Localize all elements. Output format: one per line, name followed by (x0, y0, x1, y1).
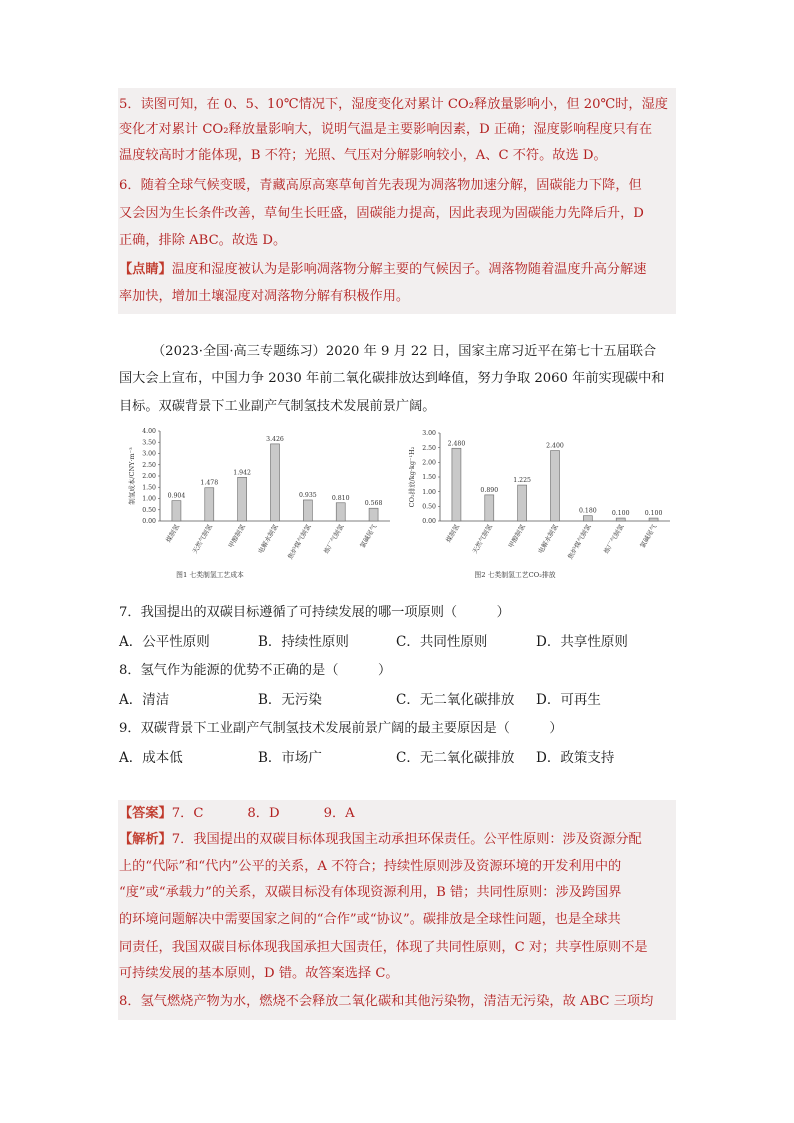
answer-8: 8．D (247, 806, 280, 821)
question-8: 8．氢气作为能源的优势不正确的是（ ） (119, 663, 392, 678)
x-tick-label: 焦炉煤气制氢 (286, 523, 313, 561)
chart-title: 图2 七类制氢工艺CO₂排放 (474, 571, 556, 579)
q8-option-a: A．清洁 (119, 692, 170, 708)
data-label: 0.100 (644, 510, 663, 518)
x-tick-label: 甲醇制氢 (506, 523, 527, 550)
q7-option-a: A．公平性原则 (119, 634, 210, 650)
q9-option-a: A．成本低 (119, 750, 183, 766)
q8-option-b: B．无污染 (258, 692, 322, 708)
dianjing-line (119, 260, 647, 280)
data-label: 2.400 (546, 442, 564, 450)
bar (336, 503, 345, 521)
analysis-line: 可持续发展的基本原则，D 错。故答案选择 C。 (119, 966, 399, 981)
x-tick-label: 电解水制氢 (256, 523, 280, 556)
y-tick-label: 0.50 (422, 503, 436, 511)
y-tick-label: 0.00 (422, 518, 436, 526)
answer-7: 7．C (171, 806, 204, 821)
x-tick-label: 炼厂气制氢 (602, 523, 626, 556)
x-tick-label: 天然气制氢 (190, 523, 215, 556)
y-tick-label: 1.50 (142, 484, 156, 492)
data-label: 1.225 (513, 477, 532, 485)
explain-line: 又会因为生长条件改善，草甸生长旺盛，固碳能力提高，因此表现为固碳能力先降后升，D (119, 206, 644, 221)
analysis-line: 同责任，我国双碳目标体现我国承担大国责任，体现了共同性原则，C 对；共享性原则不是 (119, 940, 648, 955)
y-tick-label: 0.50 (142, 506, 156, 514)
data-label: 3.426 (266, 435, 284, 443)
bar (452, 448, 461, 521)
bar (551, 451, 560, 521)
answer-line (119, 804, 355, 824)
q9-option-b: B．市场广 (258, 750, 322, 766)
bar (518, 485, 527, 521)
q7-option-d: D．共享性原则 (536, 634, 628, 650)
x-tick-label: 焦炉煤气制氢 (566, 523, 593, 561)
bar (238, 477, 247, 521)
q7-option-c: C．共同性原则 (396, 634, 488, 650)
chart-figure-2 (405, 423, 675, 583)
explain-line: 5．读图可知，在 0、5、10℃情况下，湿度变化对累计 CO₂释放量影响小，但 20℃时，湿度 (119, 97, 668, 112)
chart-figure-1 (125, 423, 395, 583)
q8-option-d: D．可再生 (536, 692, 601, 708)
dianjing-label: 【点睛】 (119, 262, 172, 277)
intro-line: 目标。双碳背景下工业副产气制氢技术发展前景广阔。 (119, 399, 436, 414)
x-tick-label: 天然气制氢 (470, 523, 495, 556)
bar (649, 518, 658, 521)
bar (172, 501, 181, 521)
x-tick-label: 电解水制氢 (536, 523, 560, 556)
explain-line: 变化才对累计 CO₂释放量影响大，说明气温是主要影响因素，D 正确；湿度影响程度只有在 (119, 122, 653, 137)
y-axis-label: 制氢成本/CNY·m⁻³ (128, 447, 136, 505)
y-axis-label: CO₂排放/kg·kg⁻¹H₂ (408, 446, 416, 508)
y-tick-label: 2.00 (142, 473, 156, 481)
y-tick-label: 1.00 (142, 495, 156, 503)
data-label: 0.904 (167, 492, 186, 500)
y-tick-label: 2.50 (422, 444, 436, 452)
y-tick-label: 2.00 (422, 459, 436, 467)
x-tick-label: 甲醇制氢 (226, 523, 247, 550)
bar (303, 500, 312, 521)
data-label: 0.810 (331, 494, 350, 502)
explain-line: 6．随着全球气候变暖，青藏高原高寒草甸首先表现为凋落物加速分解，固碳能力下降，但 (119, 178, 642, 193)
y-tick-label: 2.50 (142, 461, 156, 469)
x-tick-label: 煤制氢 (164, 523, 182, 544)
y-tick-label: 1.00 (422, 488, 436, 496)
q8-option-c: C．无二氧化碳排放 (396, 692, 515, 708)
data-label: 0.180 (578, 507, 597, 515)
y-tick-label: 3.50 (142, 439, 156, 447)
intro-line: （2023·全国·高三专题练习）2020 年 9 月 22 日，国家主席习近平在第七十五届联合 (152, 344, 657, 359)
analysis-line: “度”或“承载力”的关系，双碳目标没有体现资源利用，B 错；共同性原则：涉及跨国界 (119, 885, 622, 900)
q7-option-b: B．持续性原则 (258, 634, 349, 650)
data-label: 0.890 (480, 486, 499, 494)
data-label: 2.480 (447, 440, 466, 448)
x-tick-label: 炼厂气制氢 (322, 523, 346, 556)
analysis-line: 的环境问题解决中需要国家之间的“合作”或“协议”。碳排放是全球性问题，也是全球共 (119, 912, 621, 927)
y-tick-label: 0.00 (142, 518, 156, 526)
y-tick-label: 4.00 (142, 428, 156, 436)
data-label: 0.568 (364, 500, 383, 508)
y-tick-label: 3.00 (142, 450, 156, 458)
intro-line: 国大会上宣布，中国力争 2030 年前二氧化碳排放达到峰值，努力争取 2060 年前实现碳中和 (119, 371, 665, 386)
explain-line: 正确，排除 ABC。故选 D。 (119, 233, 287, 248)
data-label: 1.942 (233, 469, 252, 477)
x-tick-label: 氯碱尾气 (358, 523, 379, 550)
q9-option-d: D．政策支持 (536, 750, 615, 766)
bar (205, 488, 214, 521)
y-tick-label: 3.00 (422, 430, 436, 438)
analysis-label: 【解析】 (119, 832, 172, 847)
data-label: 0.100 (611, 510, 630, 518)
analysis-line (119, 830, 642, 850)
bar (583, 516, 592, 521)
x-tick-label: 煤制氢 (444, 523, 462, 544)
question-9: 9．双碳背景下工业副产气制氢技术发展前景广阔的最主要原因是（ ） (119, 721, 563, 736)
q9-option-c: C．无二氧化碳排放 (396, 750, 515, 766)
bar (271, 444, 280, 521)
data-label: 1.478 (200, 479, 219, 487)
chart-title: 图1 七类制氢工艺成本 (176, 571, 244, 579)
bar (485, 495, 494, 521)
x-tick-label: 氯碱尾气 (638, 523, 659, 550)
dianjing-text: 温度和湿度被认为是影响凋落物分解主要的气候因子。凋落物随着温度升高分解速 (171, 262, 647, 277)
question-7: 7．我国提出的双碳目标遵循了可持续发展的哪一项原则（ ） (119, 605, 510, 620)
answer-9: 9．A (323, 806, 355, 821)
analysis-line: 8．氢气燃烧产物为水，燃烧不会释放二氧化碳和其他污染物，清洁无污染，故 ABC 三项均 (119, 994, 654, 1009)
explain-line: 率加快，增加土壤湿度对凋落物分解有积极作用。 (119, 289, 410, 304)
analysis-line: 上的“代际”和“代内”公平的关系，A 不符合；持续性原则涉及资源环境的开发利用中的 (119, 859, 622, 874)
analysis-text: 7．我国提出的双碳目标体现我国主动承担环保责任。公平性原则：涉及资源分配 (171, 832, 642, 847)
y-tick-label: 1.50 (422, 474, 436, 482)
explain-line: 温度较高时才能体现，B 不符；光照、气压对分解影响较小，A、C 不符。故选 D。 (119, 148, 607, 163)
answer-label: 【答案】 (119, 806, 172, 821)
data-label: 0.935 (298, 491, 317, 499)
bar (369, 508, 378, 521)
bar (616, 518, 625, 521)
